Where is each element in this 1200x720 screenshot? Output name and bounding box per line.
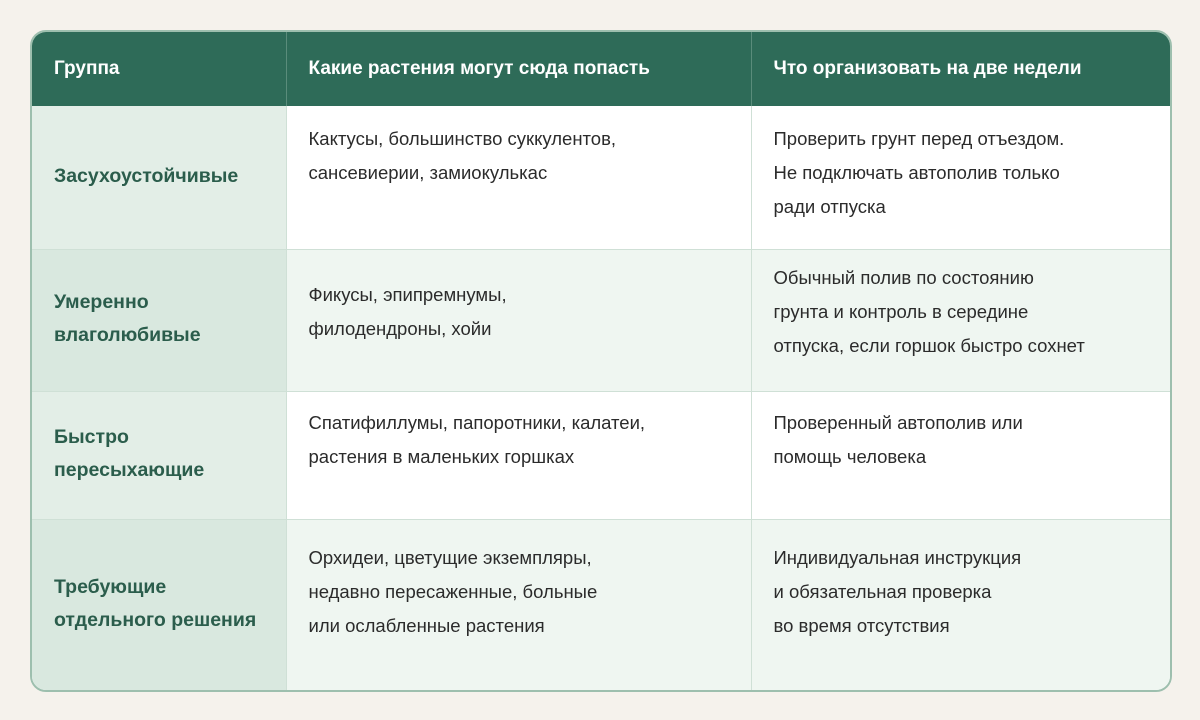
- plants-text: Орхидеи, цветущие экземпляры,: [308, 546, 592, 568]
- actions-text: ради отпуска: [773, 196, 886, 217]
- group-cell: [32, 249, 286, 391]
- header-group: Группа: [32, 32, 286, 106]
- table-row: [32, 391, 1170, 519]
- actions-text: отпуска, если горшок быстро сохнет: [773, 334, 1085, 356]
- actions-text: Не подключать автополив только: [773, 162, 1060, 183]
- actions-text: во время отсутствия: [773, 614, 950, 636]
- actions-text: Проверить грунт перед отъездом.: [773, 128, 1065, 149]
- plants-text: Кактусы, большинство суккулентов,: [308, 128, 617, 149]
- plants-cell: [286, 519, 751, 690]
- plants-text: филодендроны, хойи: [308, 317, 492, 339]
- plants-text: Спатифиллумы, папоротники, калатеи,: [308, 411, 646, 433]
- group-label: влаголюбивые: [54, 324, 201, 346]
- plants-text: растения в маленьких горшках: [308, 445, 575, 467]
- group-cell: [32, 391, 286, 519]
- plants-cell: [286, 391, 751, 519]
- table-row: [32, 106, 1170, 249]
- actions-text: грунта и контроль в середине: [773, 300, 1029, 322]
- header-actions: Что организовать на две недели: [751, 32, 1170, 106]
- table-header-row: [32, 32, 1170, 106]
- group-cell: [32, 519, 286, 690]
- group-label: Быстро: [54, 426, 129, 448]
- group-label: отдельного решения: [54, 608, 257, 631]
- actions-cell: [751, 391, 1170, 519]
- plants-text: Фикусы, эпипремнумы,: [308, 283, 507, 305]
- plants-text: недавно пересаженные, больные: [308, 580, 598, 602]
- plants-cell: [286, 106, 751, 249]
- plant-care-table-card: [30, 30, 1172, 692]
- group-label: Умеренно: [54, 291, 149, 313]
- table-row: [32, 249, 1170, 391]
- group-cell: [32, 106, 286, 249]
- actions-text: Обычный полив по состоянию: [773, 266, 1034, 288]
- plant-care-table: [32, 32, 1170, 690]
- actions-cell: [751, 106, 1170, 249]
- plants-text: или ослабленные растения: [308, 614, 545, 636]
- header-plants: Какие растения могут сюда попасть: [286, 32, 751, 106]
- group-label: пересыхающие: [54, 459, 205, 481]
- actions-text: Индивидуальная инструкция: [773, 546, 1022, 568]
- actions-text: Проверенный автополив или: [773, 411, 1023, 433]
- group-label: Требующие: [54, 575, 167, 598]
- actions-cell: [751, 249, 1170, 391]
- actions-text: помощь человека: [773, 445, 927, 467]
- actions-text: и обязательная проверка: [773, 580, 992, 602]
- actions-cell: [751, 519, 1170, 690]
- table-row: [32, 519, 1170, 690]
- plants-cell: [286, 249, 751, 391]
- group-label: Засухоустойчивые: [54, 164, 239, 187]
- plants-text: сансевиерии, замиокулькас: [308, 162, 548, 183]
